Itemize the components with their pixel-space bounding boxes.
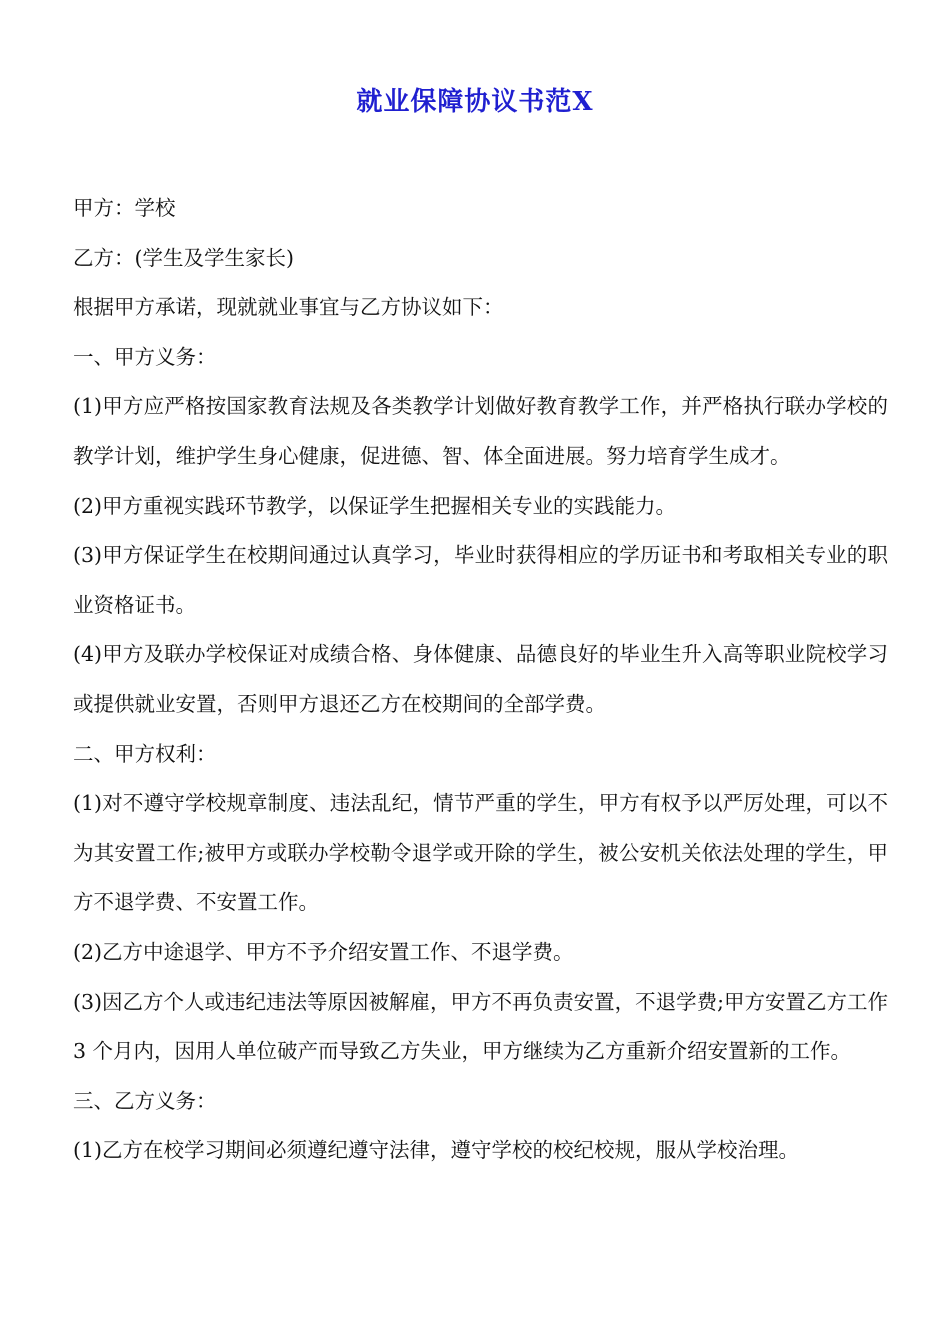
clause-paragraph: (1)对不遵守学校规章制度、违法乱纪，情节严重的学生，甲方有权予以严厉处理，可以不为其安置工作;被甲方或联办学校勒令退学或开除的学生，被公安机关依法处理的学生，甲方不退学费、不安置工作。 [73, 791, 888, 915]
clause-paragraph: (2)乙方中途退学、甲方不予介绍安置工作、不退学费。 [73, 939, 574, 964]
clause-paragraph: (3)因乙方个人或违纪违法等原因被解雇，甲方不再负责安置，不退学费;甲方安置乙方工作 3 个月内，因用人单位破产而导致乙方失业，甲方继续为乙方重新介绍安置新的工作。 [73, 989, 888, 1064]
section-heading-party-b-obligations: 三、乙方义务： [73, 1088, 217, 1113]
section-heading-party-a-obligations: 一、甲方义务： [73, 344, 217, 369]
document-title: 就业保障协议书范X [356, 87, 594, 117]
clause-paragraph: (3)甲方保证学生在校期间通过认真学习，毕业时获得相应的学历证书和考取相关专业的职业资格证书。 [73, 543, 888, 617]
clause-paragraph: (1)乙方在校学习期间必须遵纪遵守法律，遵守学校的校纪校规，服从学校治理。 [73, 1138, 800, 1163]
clause-paragraph: (2)甲方重视实践环节教学，以保证学生把握相关专业的实践能力。 [73, 493, 677, 518]
document-body [73, 184, 888, 1176]
clause-paragraph: (4)甲方及联办学校保证对成绩合格、身体健康、品德良好的毕业生升入高等职业院校学习或提供就业安置，否则甲方退还乙方在校期间的全部学费。 [73, 642, 888, 716]
party-b-line: 乙方：(学生及学生家长) [73, 245, 294, 270]
clause-paragraph: (1)甲方应严格按国家教育法规及各类教学计划做好教育教学工作，并严格执行联办学校的教学计划，维护学生身心健康，促进德、智、体全面进展。努力培育学生成才。 [73, 394, 888, 468]
section-heading-party-a-rights: 二、甲方权利： [73, 741, 217, 766]
party-a-line: 甲方：学校 [73, 196, 176, 220]
intro-paragraph: 根据甲方承诺，现就就业事宜与乙方协议如下： [73, 295, 504, 320]
